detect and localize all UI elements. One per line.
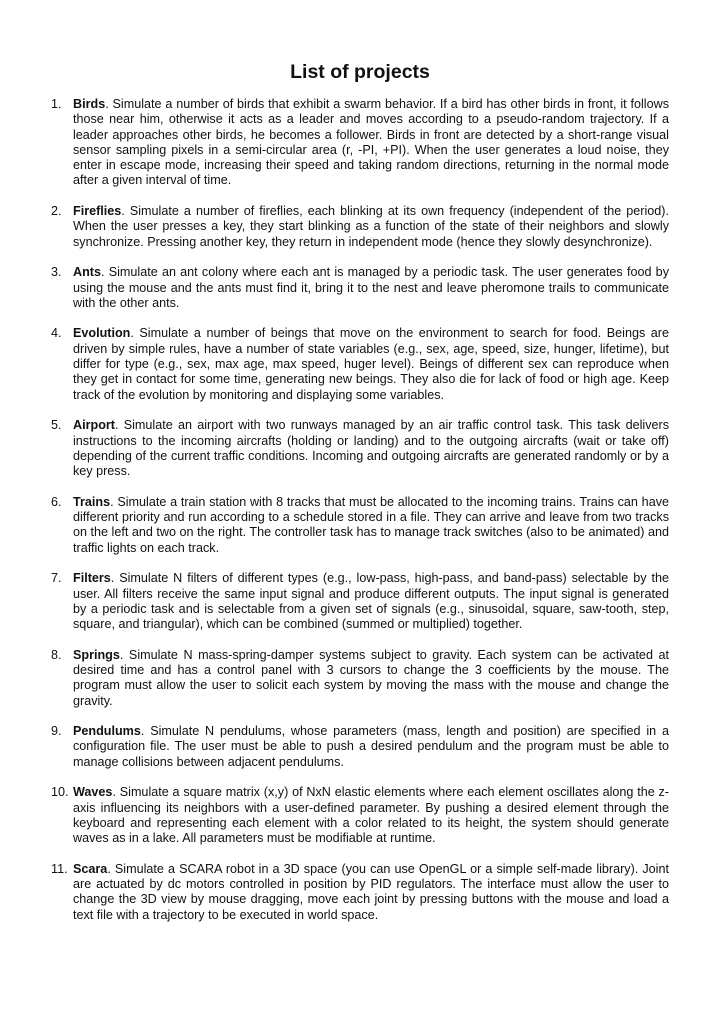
project-item-airport — [51, 418, 669, 479]
item-number: 9. — [51, 724, 62, 739]
item-number: 6. — [51, 494, 62, 509]
project-description: . Simulate N pendulums, whose parameters (mass, length and position) are specified in a configuration file. The user must be able to push a desired pendulum and the program must be able to manage collisions between adjacent pendulums. — [73, 724, 669, 769]
item-number: 4. — [51, 326, 62, 341]
project-description: . Simulate a square matrix (x,y) of NxN elastic elements where each element oscillates along the z-axis influencing its neighbors with a user-defined parameter. By pushing a desired element through the keyboard and representing each element with a color related to its height, the system should generate waves as in a lake. All parameters must be modifiable at runtime. — [73, 785, 669, 846]
item-number: 5. — [51, 418, 62, 433]
project-name: Filters — [73, 571, 111, 586]
project-description: . Simulate N filters of different types (e.g., low-pass, high-pass, and band-pass) selectable by the user. All filters receive the same input signal and produce different outputs. The input signal is generated by a periodic task and is selectable from a given set of signals (e.g., sinusoidal, square, saw-tooth, step, square, and triangular), which can be combined (summed or multiplied) together. — [73, 571, 669, 632]
project-description: . Simulate N mass-spring-damper systems subject to gravity. Each system can be activated at desired time and has a control panel with 3 cursors to change the 3 coefficients by the mouse. The program must allow the user to solicit each system by moving the mass with the mouse and change the gravity. — [73, 647, 669, 708]
project-item-scara — [51, 862, 669, 923]
project-list — [51, 97, 669, 938]
project-item-evolution — [51, 326, 669, 402]
project-item-trains — [51, 495, 669, 556]
project-item-ants — [51, 265, 669, 311]
project-item-birds — [51, 97, 669, 189]
project-description: . Simulate a SCARA robot in a 3D space (you can use OpenGL or a simple self-made library). Joint are actuated by dc motors controlled in position by PID regulators. The interface must allow the user to change the 3D view by mouse dragging, move each joint by pressing buttons with the mouse and load a text file with a trajectory to be executed in world space. — [73, 861, 669, 922]
project-name: Springs — [73, 647, 120, 662]
project-name: Waves — [73, 785, 113, 800]
project-item-springs — [51, 648, 669, 709]
project-description: . Simulate an airport with two runways managed by an air traffic control task. This task delivers instructions to the incoming aircrafts (holding or landing) and to the outgoing aircrafts (wait or take off) depending of the current traffic conditions. Incoming and outgoing aircrafts are generated randomly or by a key press. — [73, 418, 669, 479]
project-name: Fireflies — [73, 204, 122, 219]
item-number: 1. — [51, 97, 62, 111]
project-name: Ants — [73, 265, 101, 280]
project-description: . Simulate an ant colony where each ant is managed by a periodic task. The user generates food by using the mouse and the ants must find it, bring it to the nest and leave pheromone trails to communicate with the other ants. — [73, 265, 669, 310]
project-name: Evolution — [73, 326, 131, 341]
item-number: 10. — [51, 785, 69, 800]
project-name: Scara — [73, 861, 108, 876]
project-description: . Simulate a number of birds that exhibit a swarm behavior. If a bird has other birds in front, it follows those near him, otherwise it acts as a leader and moves according to a pseudo-random trajectory. If a leader approaches other birds, he becomes a follower. Birds in front are detected by a short-range visual sensor sampling pixels in a semi-circular area (r, -PI, +PI). When the user generates a loud noise, they enter in escape mode, increasing their speed and taking random directions, returning in the normal mode after a given interval of time. — [73, 97, 669, 188]
project-name: Trains — [73, 494, 111, 509]
item-number: 11. — [51, 861, 68, 876]
project-item-fireflies — [51, 204, 669, 250]
project-item-pendulums — [51, 724, 669, 770]
project-name: Birds — [73, 97, 106, 111]
item-number: 8. — [51, 647, 62, 662]
project-name: Pendulums — [73, 724, 141, 739]
project-description: . Simulate a number of beings that move on the environment to search for food. Beings are driven by simple rules, have a number of state variables (e.g., sex, age, speed, size, hunger, lifetime), but differ for type (e.g., sex, max age, max speed, huger level). Beings of different sex can reproduce when they get in contact for some time, generating new beings. They also die for lack of food or high age. Keep track of the evolution by monitoring and displaying some variables. — [73, 326, 669, 402]
project-item-waves — [51, 785, 669, 846]
project-description: . Simulate a number of fireflies, each blinking at its own frequency (independent of the period). When the user presses a key, they start blinking as a function of the state of their neighbors and slowly synchronize. Pressing another key, they return in independent mode (hence they slowly desynchronize). — [73, 204, 669, 249]
project-description: . Simulate a train station with 8 tracks that must be allocated to the incoming trains. Trains can have different priority and run according to a schedule stored in a file. They can arrive and leave from two tracks on the left and two on the right. The controller task has to manage track switches (also to be animated) and traffic lights on each track. — [73, 494, 669, 555]
item-number: 2. — [51, 204, 62, 219]
item-number: 3. — [51, 265, 62, 280]
page-title: List of projects — [290, 61, 430, 83]
item-number: 7. — [51, 571, 62, 586]
project-name: Airport — [73, 418, 115, 433]
project-item-filters — [51, 571, 669, 632]
